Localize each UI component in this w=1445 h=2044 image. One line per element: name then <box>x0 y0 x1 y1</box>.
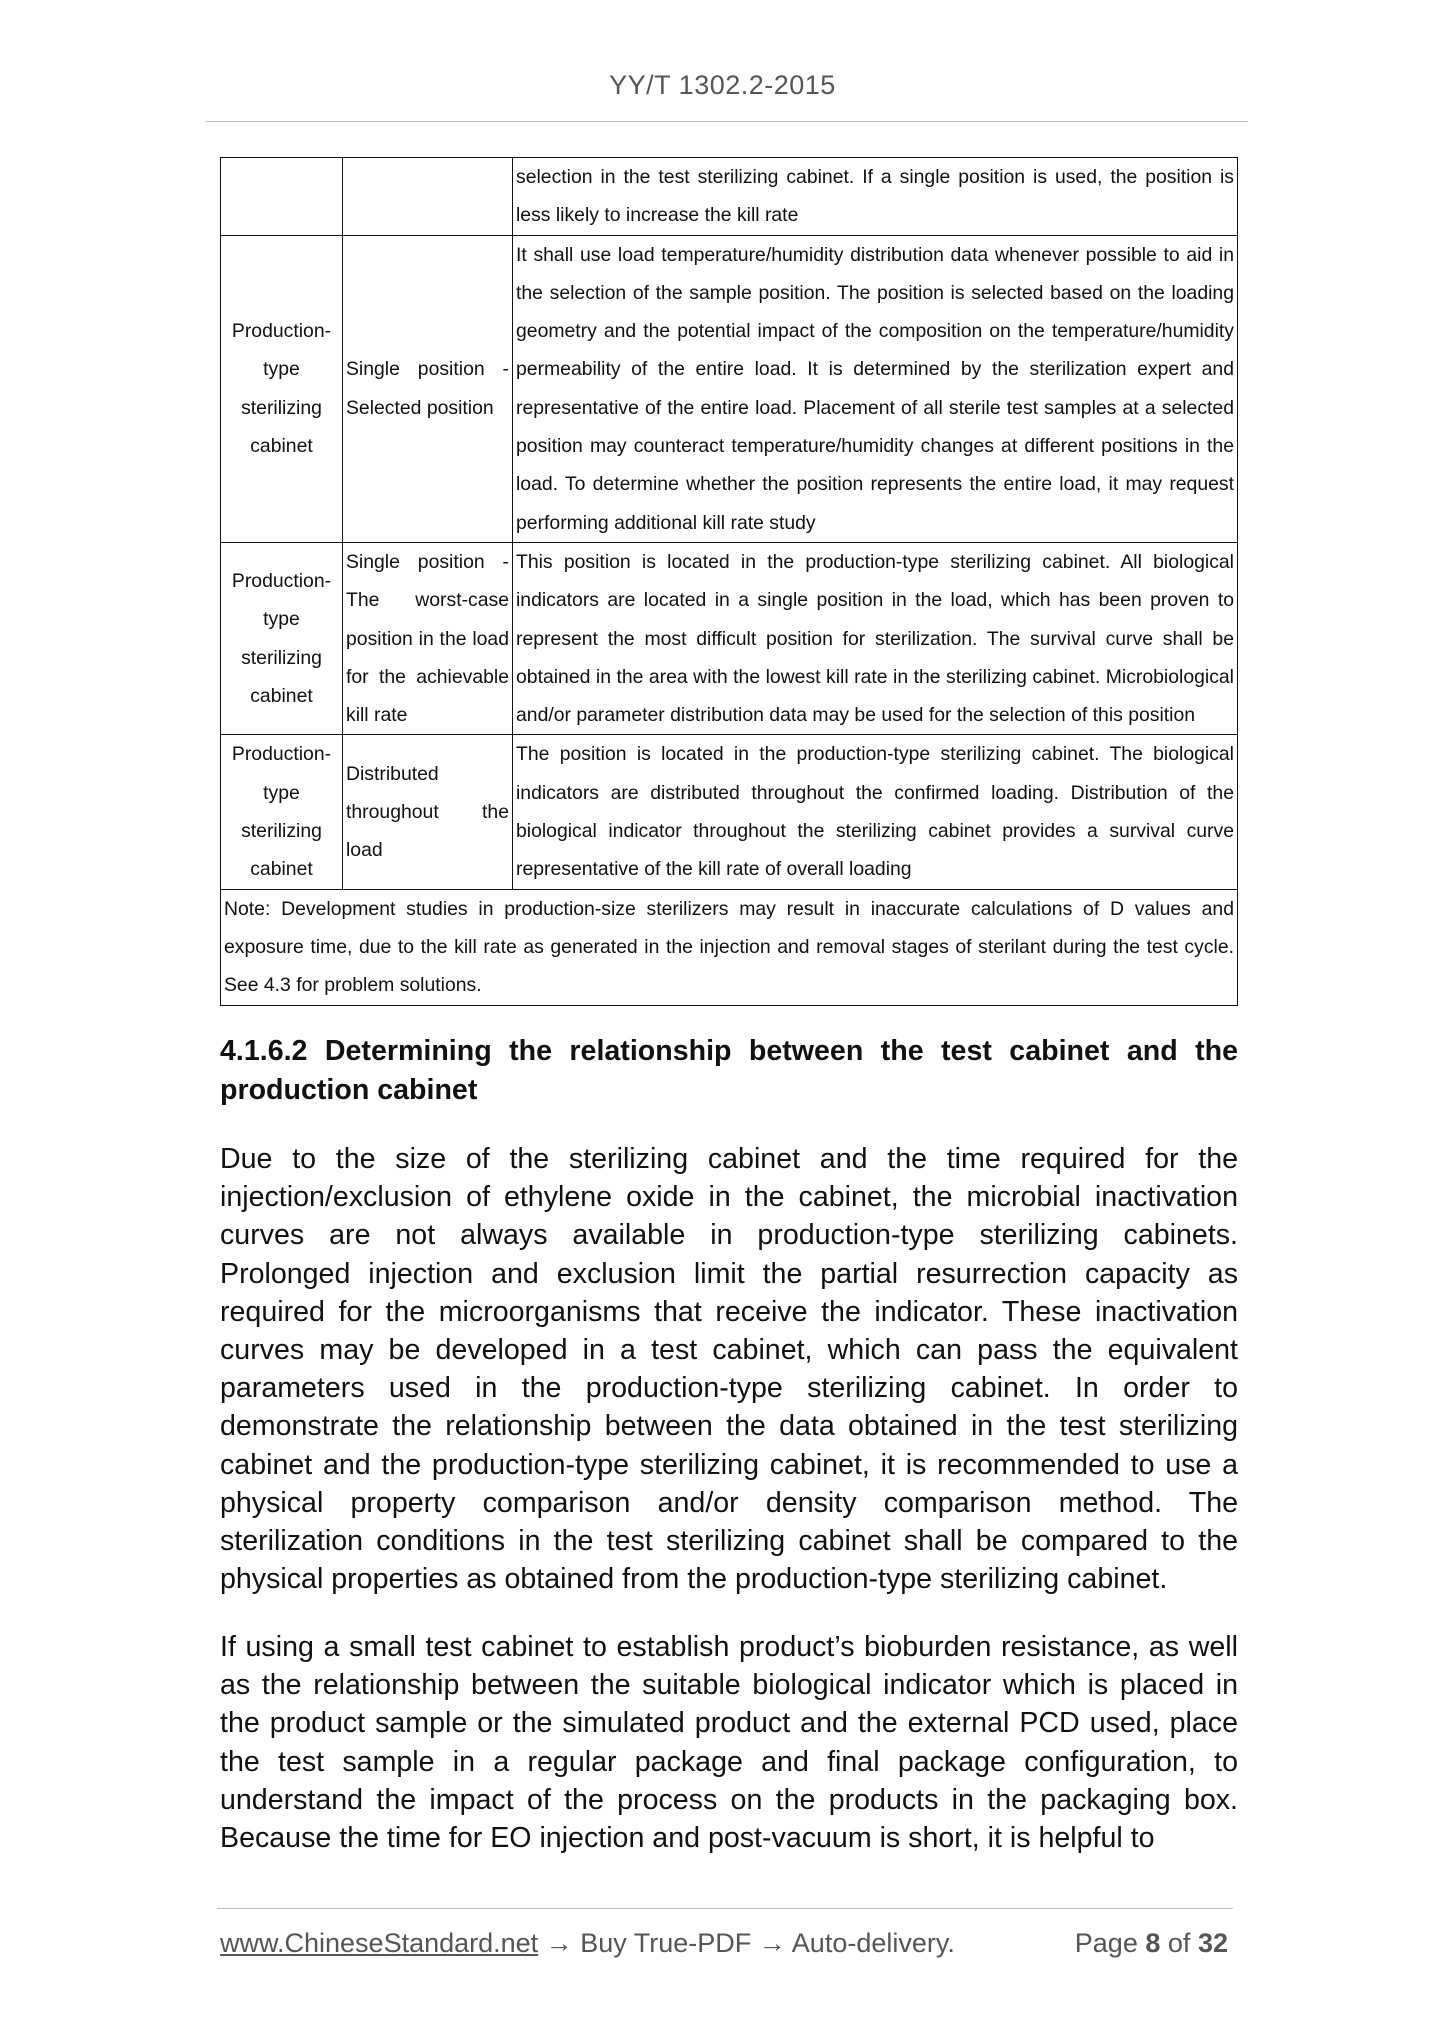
table-cell-location: Production-type sterilizing cabinet <box>221 735 343 889</box>
table-cell-description: It shall use load temperature/humidity distribution data whenever possible to aid in the selection of the sample position. The position is selected based on the loading geometry and the potential impact of the composition on the temperature/humidity permeability of the entire load. It is determined by the sterilization expert and representative of the entire load. Placement of all sterile test samples at a selected position may counteract temperature/humidity changes at different positions in the load. To determine whether the position represents the entire load, it may request performing additional kill rate study <box>513 235 1238 542</box>
table-note-row <box>221 889 1238 1005</box>
page-label: Page <box>1074 1928 1138 1958</box>
page-number <box>1075 1928 1228 1959</box>
table-cell-position <box>343 158 513 236</box>
footer-links <box>220 1928 955 1959</box>
page-total: 32 <box>1197 1928 1228 1958</box>
table-note: Note: Development studies in production-size sterilizers may result in inaccurate calculations of D values and exposure time, due to the kill rate as generated in the injection and removal stages of sterilant during the test cycle. See 4.3 for problem solutions. <box>221 889 1238 1005</box>
section-heading: 4.1.6.2 Determining the relationship between the test cabinet and the production cabinet <box>220 1035 1238 1106</box>
body-paragraph: If using a small test cabinet to establish product’s bioburden resistance, as well as the relationship between the suitable biological indicator which is placed in the product sample or the simulated product and the external PCD used, place the test sample in a regular package and final package configuration, to understand the impact of the process on the products in the packaging box. Because the time for EO injection and post-vacuum is short, it is helpful to <box>220 1631 1238 1855</box>
table-cell-position: Single position - The worst-case position in the load for the achievable kill rate <box>343 542 513 734</box>
body-paragraph: Due to the size of the sterilizing cabinet and the time required for the injection/exclusion of ethylene oxide in the cabinet, the microbial inactivation curves are not always available in production-type sterilizing cabinets. Prolonged injection and exclusion limit the partial resurrection capacity as required for the microorganisms that receive the indicator. These inactivation curves may be developed in a test cabinet, which can pass the equivalent parameters used in the production-type sterilizing cabinet. In order to demonstrate the relationship between the data obtained in the test sterilizing cabinet and the production-type sterilizing cabinet, it is recommended to use a physical property comparison and/or density comparison method. The sterilization conditions in the test sterilizing cabinet shall be compared to the physical properties as obtained from the production-type sterilizing cabinet. <box>220 1143 1238 1596</box>
table-cell-position: Distributed throughout the load <box>343 735 513 889</box>
table-cell-description: The position is located in the production-type sterilizing cabinet. The biological indicators are distributed throughout the confirmed loading. Distribution of the biological indicator throughout the sterilizing cabinet provides a survival curve representative of the kill rate of overall loading <box>513 735 1238 889</box>
table-row <box>221 158 1238 236</box>
table-cell-position: Single position - Selected position <box>343 235 513 542</box>
footer-divider <box>217 1908 1233 1909</box>
table-cell-description: This position is located in the production-type sterilizing cabinet. All biological indicators are located in a single position in the load, which has been proven to represent the most difficult position for sterilization. The survival curve shall be obtained in the area with the lowest kill rate in the sterilizing cabinet. Microbiological and/or parameter distribution data may be used for the selection of this position <box>513 542 1238 734</box>
delivery-text: Auto-delivery. <box>791 1928 955 1958</box>
table-row <box>221 735 1238 889</box>
header-divider <box>206 121 1248 122</box>
table-cell-location: Production-type sterilizing cabinet <box>221 235 343 542</box>
buy-link[interactable]: Buy True-PDF <box>580 1928 752 1958</box>
table-cell-location: Production-type sterilizing cabinet <box>221 542 343 734</box>
site-link[interactable]: www.ChineseStandard.net <box>220 1928 539 1958</box>
document-code: YY/T 1302.2-2015 <box>609 70 836 100</box>
arrow-right-icon: → <box>545 1928 573 1958</box>
page-of: of <box>1167 1928 1191 1958</box>
table-row <box>221 235 1238 542</box>
table-cell-location <box>221 158 343 236</box>
arrow-right-icon: → <box>758 1928 786 1958</box>
table-cell-description: selection in the test sterilizing cabinet. If a single position is used, the position is less likely to increase the kill rate <box>513 158 1238 236</box>
table-row <box>221 542 1238 734</box>
position-table <box>220 157 1238 1006</box>
page-current: 8 <box>1145 1928 1161 1958</box>
